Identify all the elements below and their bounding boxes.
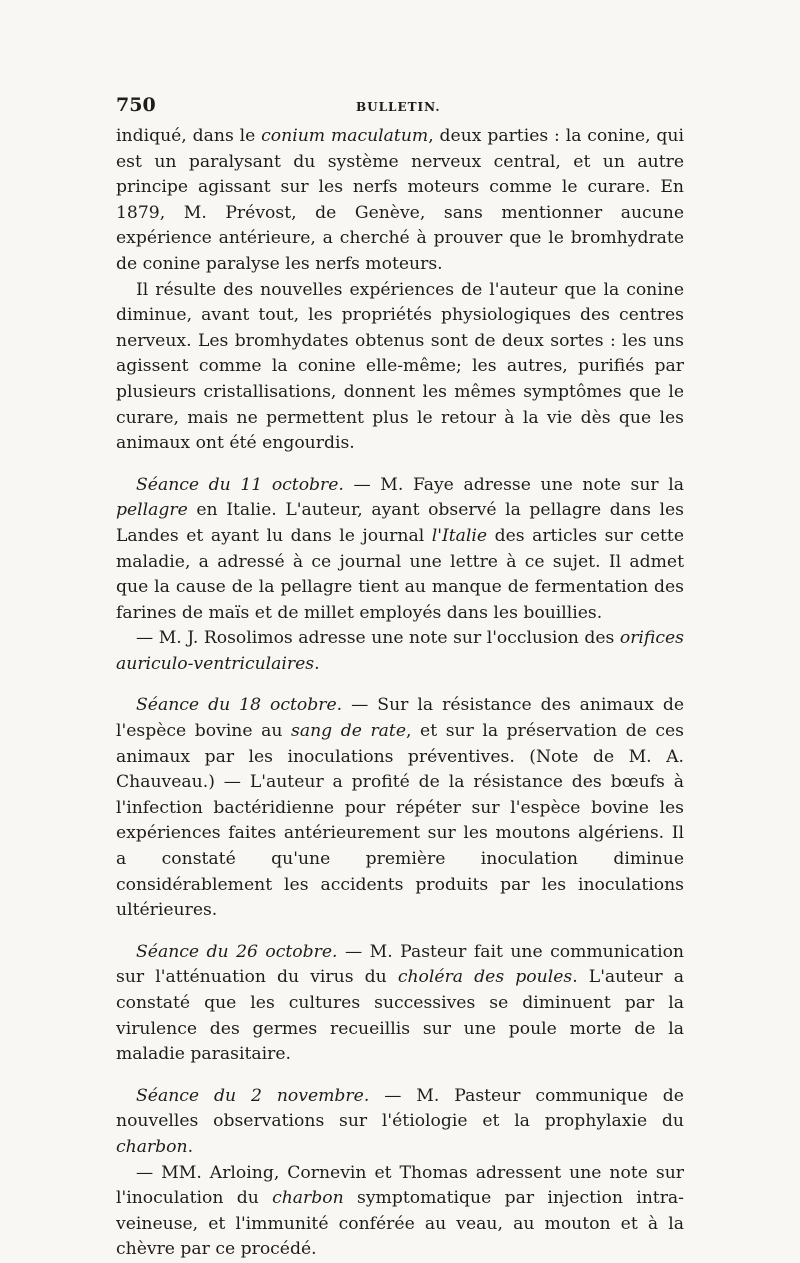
paragraph-seance-11-octobre: Séance du 11 octobre. — M. Faye adresse une note sur la pellagre en Italie. L'auteur, ayant observé la pellagre dans les Landes et ayant lu dans le journal l'Italie des articles sur cette maladie, a adressé à ce journal une lettre à ce sujet. Il admet que la cause de la pellagre tient au manque de fermentation des farines de maïs et de millet employés dans les bouillies.: [116, 474, 684, 623]
page-header: [116, 94, 684, 124]
paragraph-rosolimos: — M. J. Rosolimos adresse une note sur l'occlusion des orifices auriculo-ventriculaires.: [116, 628, 684, 674]
paragraph-arloing: — MM. Arloing, Cornevin et Thomas adressent une note sur l'inoculation du charbon symptomatique par injection intra-veineuse, et l'immunité conférée au veau, au mouton et à la chèvre par ce procédé.: [116, 1162, 684, 1260]
paragraph-conine-intro: indiqué, dans le conium maculatum, deux parties : la conine, qui est un paralysant du système nerveux central, et un autre principe agissant sur les nerfs moteurs comme le curare. En 1879, M. Prévost, de Genève, sans mentionner aucune expérience antérieure, a cherché à prouver que le bromhydrate de conine paralyse les nerfs moteurs.: [116, 126, 684, 274]
paragraph-seance-2-novembre: Séance du 2 novembre. — M. Pasteur communique de nouvelles observations sur l'étiologie et la prophylaxie du charbon.: [116, 1085, 684, 1157]
paragraph-seance-18-octobre: Séance du 18 octobre. — Sur la résistance des animaux de l'espèce bovine au sang de rate, et sur la préservation de ces animaux par les inoculations préventives. (Note de M. A. Chauveau.) — L'auteur a profité de la résistance des bœufs à l'infection bactéridienne pour répéter sur l'espèce bovine les expériences faites antérieurement sur les moutons algériens. Il a constaté qu'une première inoculation diminue considérablement les accidents produits par les inoculations ultérieures.: [116, 695, 684, 921]
session-date: Séance du 2 novembre.: [136, 1085, 370, 1106]
page-number: 750: [116, 94, 156, 116]
session-date: Séance du 11 octobre.: [136, 474, 344, 495]
session-date: Séance du 18 octobre.: [136, 695, 343, 716]
paragraph-seance-26-octobre: Séance du 26 octobre. — M. Pasteur fait une communication sur l'atténuation du virus du choléra des poules. L'auteur a constaté que les cultures successives se diminuent par la virulence des germes recueillis sur une poule morte de la maladie parasitaire.: [116, 941, 684, 1065]
page: [116, 94, 684, 1263]
paragraph-conine-results: Il résulte des nouvelles expériences de l'auteur que la conine diminue, avant tout, les propriétés physiologiques des centres nerveux. Les bromhydates obtenus sont de deux sortes : les uns agissent comme la conine elle-même; les autres, purifiés par plusieurs cristallisations, donnent les mêmes symptômes que le curare, mais ne permettent plus le retour à la vie dès que les animaux ont été engourdis.: [116, 279, 684, 454]
session-date: Séance du 26 octobre.: [136, 941, 338, 962]
running-title: BULLETIN.: [356, 100, 441, 114]
